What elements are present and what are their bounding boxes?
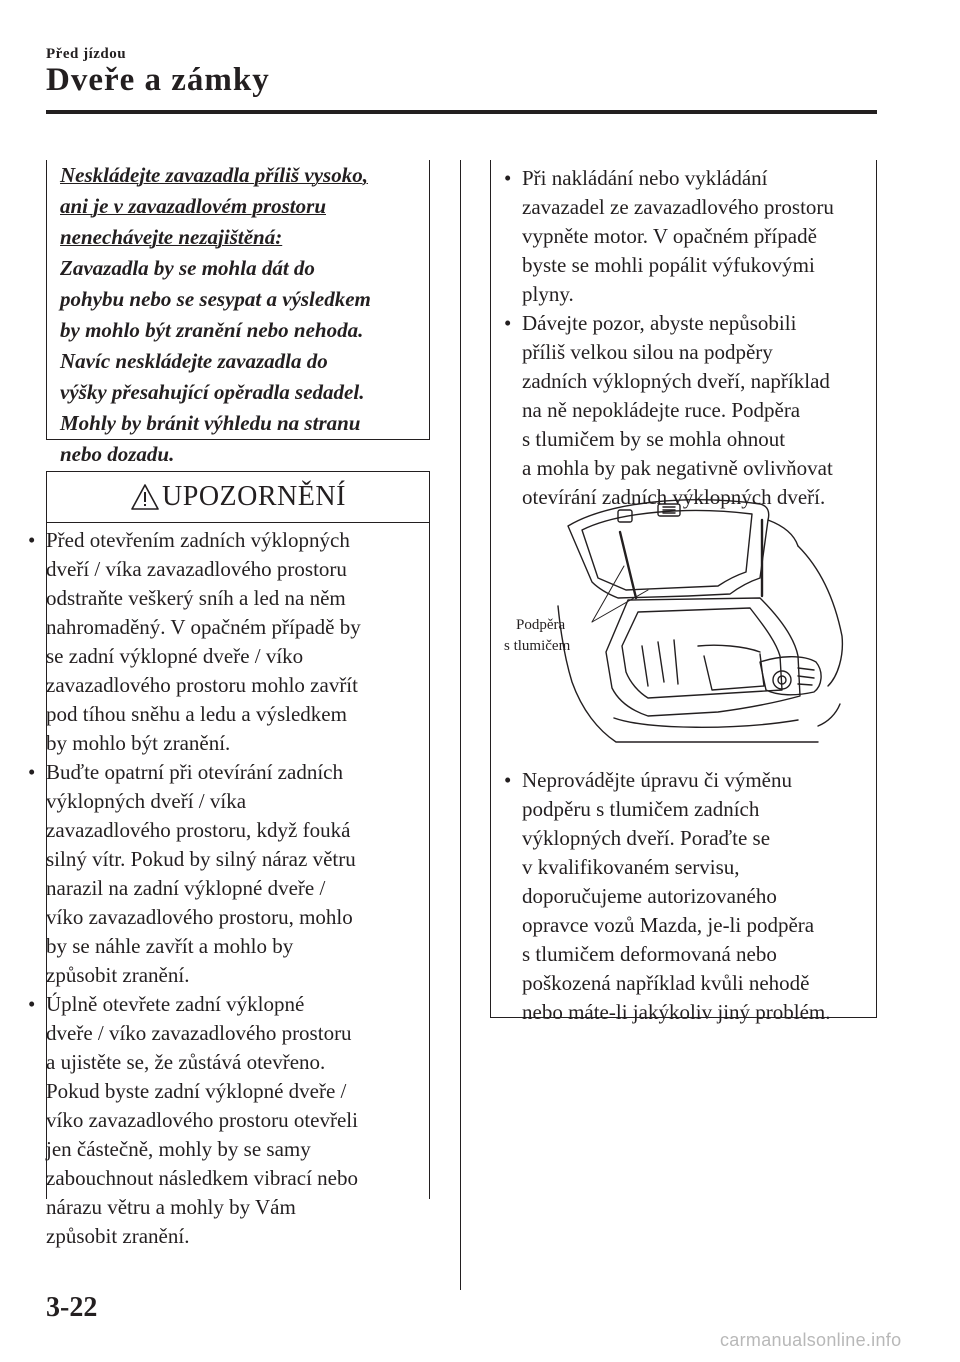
list-line: vypněte motor. V opačném případě [522, 224, 817, 248]
list-line: nárazu větru a mohly by Vám [46, 1195, 296, 1219]
list-line: dveře / víko zavazadlového prostoru [46, 1021, 352, 1045]
right-list-top [492, 164, 872, 512]
list-line: odstraňte veškerý sníh a led na něm [46, 586, 346, 610]
bullet: • [28, 528, 36, 552]
bullet: • [28, 760, 36, 784]
warning-heading-line: nenechávejte nezajištěná: [60, 225, 283, 249]
list-line: a ujistěte se, že zůstává otevřeno. [46, 1050, 326, 1074]
list-item [492, 164, 872, 309]
watermark: carmanualsonline.info [720, 1330, 902, 1350]
list-line: nebo máte-li jakýkoliv jiný problém. [522, 1000, 831, 1024]
bullet: • [504, 311, 512, 335]
list-line: dveří / víka zavazadlového prostoru [46, 557, 347, 581]
list-item [16, 526, 412, 758]
warning-body-line: výšky přesahující opěradla sedadel. [60, 380, 365, 404]
warning-body-line: Mohly by bránit výhledu na stranu [60, 411, 361, 435]
list-line: s tlumičem by se mohla ohnout [522, 427, 786, 451]
list-line: jen částečně, mohly by se samy [46, 1137, 311, 1161]
list-item [492, 766, 872, 1027]
list-line: Úplně otevřete zadní výklopné [46, 992, 305, 1016]
liftgate-figure [498, 486, 858, 756]
warning-body-line: Navíc neskládejte zavazadla do [60, 349, 328, 373]
caution-title: UPOZORNĚNÍ [162, 481, 346, 512]
list-line: narazil na zadní výklopné dveře / [46, 876, 326, 900]
figure-label-line: s tlumičem [504, 638, 571, 654]
warning-body-line: by mohlo být zranění nebo nehoda. [60, 318, 364, 342]
list-line: by mohlo být zranění. [46, 731, 231, 755]
list-line: Neprovádějte úpravu či výměnu [522, 768, 792, 792]
bullet: • [504, 768, 512, 792]
warning-body-line: pohybu nebo se sesypat a výsledkem [60, 287, 371, 311]
list-line: výklopných dveří. Poraďte se [522, 826, 771, 850]
section-label: Před jízdou [46, 46, 127, 62]
warning-heading-line: Neskládejte zavazadla příliš vysoko, [60, 163, 368, 187]
list-line: doporučujeme autorizovaného [522, 884, 777, 908]
right-list-bottom [492, 766, 872, 1027]
list-line: byste se mohli popálit výfukovými [522, 253, 815, 277]
list-line: plyny. [522, 282, 574, 306]
list-line: podpěru s tlumičem zadních [522, 797, 760, 821]
list-line: výklopných dveří / víka [46, 789, 247, 813]
page-title: Dveře a zámky [46, 62, 270, 98]
list-line: zavazadel ze zavazadlového prostoru [522, 195, 834, 219]
list-line: by se náhle zavřít a mohlo by [46, 934, 294, 958]
list-line: se zadní výklopné dveře / víko [46, 644, 304, 668]
list-line: zabouchnout následkem vibrací nebo [46, 1166, 358, 1190]
list-line: s tlumičem deformovaná nebo [522, 942, 777, 966]
warning-text [60, 160, 420, 470]
list-item [16, 990, 412, 1251]
list-line: způsobit zranění. [46, 1224, 190, 1248]
list-line: víko zavazadlového prostoru, mohlo [46, 905, 353, 929]
list-line: silný vítr. Pokud by silný náraz větru [46, 847, 356, 871]
title-rule [46, 110, 877, 114]
list-line: v kvalifikovaném servisu, [522, 855, 740, 879]
list-line: víko zavazadlového prostoru otevřeli [46, 1108, 358, 1132]
list-line: Před otevřením zadních výklopných [46, 528, 350, 552]
list-line: pod tíhou sněhu a ledu a výsledkem [46, 702, 347, 726]
list-item [492, 309, 872, 512]
list-line: poškozená například kvůli nehodě [522, 971, 810, 995]
list-line: zadních výklopných dveří, například [522, 369, 830, 393]
list-line: Pokud byste zadní výklopné dveře / [46, 1079, 347, 1103]
list-line: Buďte opatrní při otevírání zadních [46, 760, 343, 784]
list-line: příliš velkou silou na podpěry [522, 340, 773, 364]
list-line: na ně nepokládejte ruce. Podpěra [522, 398, 801, 422]
list-item [16, 758, 412, 990]
warning-heading-line: ani je v zavazadlovém prostoru [60, 194, 326, 218]
list-line: Při nakládání nebo vykládání [522, 166, 768, 190]
list-line: Dávejte pozor, abyste nepůsobili [522, 311, 797, 335]
list-line: nahromaděný. V opačném případě by [46, 615, 361, 639]
warning-body-line: Zavazadla by se mohla dát do [60, 256, 315, 280]
page-number: 3-22 [46, 1292, 98, 1323]
list-line: otevírání zadních výklopných dveří. [522, 485, 826, 509]
bullet: • [28, 992, 36, 1016]
warning-body-line: nebo dozadu. [60, 442, 175, 466]
column-divider [460, 160, 461, 1290]
list-line: zavazadlového prostoru, když fouká [46, 818, 351, 842]
list-line: zavazadlového prostoru mohlo zavřít [46, 673, 358, 697]
list-line: způsobit zranění. [46, 963, 190, 987]
caution-list [16, 526, 412, 1251]
bullet: • [504, 166, 512, 190]
figure-label-line: Podpěra [516, 617, 566, 633]
warning-triangle-icon [130, 483, 160, 511]
list-line: a mohla by pak negativně ovlivňovat [522, 456, 833, 480]
list-line: opravce vozů Mazda, je-li podpěra [522, 913, 815, 937]
caution-header [47, 472, 429, 523]
